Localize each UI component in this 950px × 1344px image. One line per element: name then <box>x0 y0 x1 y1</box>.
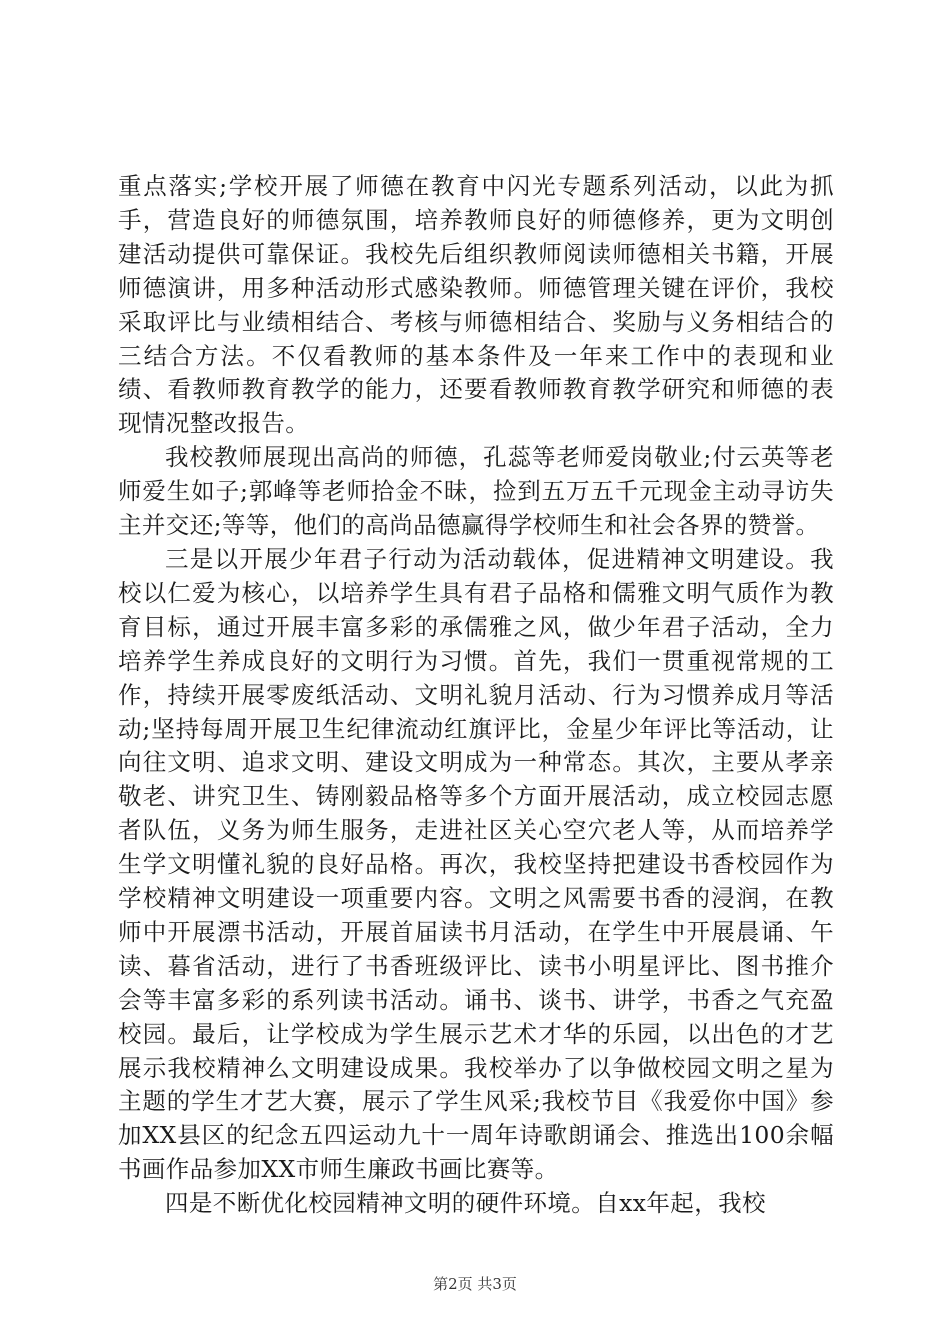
paragraph-1: 重点落实;学校开展了师德在教育中闪光专题系列活动，以此为抓手，营造良好的师德氛围，培养教师良好的师德修养，更为文明创建活动提供可靠保证。我校先后组织教师阅读师德相关书籍，开展师德演讲，用多种活动形式感染教师。师德管理关键在评价，我校采取评比与业绩相结合、考核与师德相结合、奖励与义务相结合的三结合方法。不仅看教师的基本条件及一年来工作中的表现和业绩、看教师教育教学的能力，还要看教师教育教学研究和师德的表现情况整改报告。 <box>118 172 834 438</box>
document-body <box>118 170 834 1221</box>
page-number-footer: 第2页 共3页 <box>433 1275 517 1293</box>
paragraph-3: 三是以开展少年君子行动为活动载体，促进精神文明建设。我校以仁爱为核心，以培养学生具有君子品格和儒雅文明气质作为教育目标，通过开展丰富多彩的承儒雅之风，做少年君子活动，全力培养学生养成良好的文明行为习惯。首先，我们一贯重视常规的工作，持续开展零废纸活动、文明礼貌月活动、行为习惯养成月等活动;坚持每周开展卫生纪律流动红旗评比，金星少年评比等活动，让向往文明、追求文明、建设文明成为一种常态。其次，主要从孝亲敬老、讲究卫生、铸刚毅品格等多个方面开展活动，成立校园志愿者队伍，义务为师生服务，走进社区关心空穴老人等，从而培养学生学文明懂礼貌的良好品格。再次，我校坚持把建设书香校园作为学校精神文明建设一项重要内容。文明之风需要书香的浸润，在教师中开展漂书活动，开展首届读书月活动，在学生中开展晨诵、午读、暮省活动，进行了书香班级评比、读书小明星评比、图书推介会等丰富多彩的系列读书活动。诵书、谈书、讲学，书香之气充盈校园。最后，让学校成为学生展示艺术才华的乐园，以出色的才艺展示我校精神么文明建设成果。我校举办了以争做校园文明之星为主题的学生才艺大赛，展示了学生风采;我校节目《我爱你中国》参加XX县区的纪念五四运动九十一周年诗歌朗诵会、推选出100余幅书画作品参加XX市师生廉政书画比赛等。 <box>118 544 834 1184</box>
paragraph-2: 我校教师展现出高尚的师德，孔蕊等老师爱岗敬业;付云英等老师爱生如子;郭峰等老师拾金不昧，捡到五万五千元现金主动寻访失主并交还;等等，他们的高尚品德赢得学校师生和社会各界的赞誉。 <box>118 443 834 540</box>
paragraph-4: 四是不断优化校园精神文明的硬件环境。自xx年起，我校 <box>165 1189 766 1218</box>
